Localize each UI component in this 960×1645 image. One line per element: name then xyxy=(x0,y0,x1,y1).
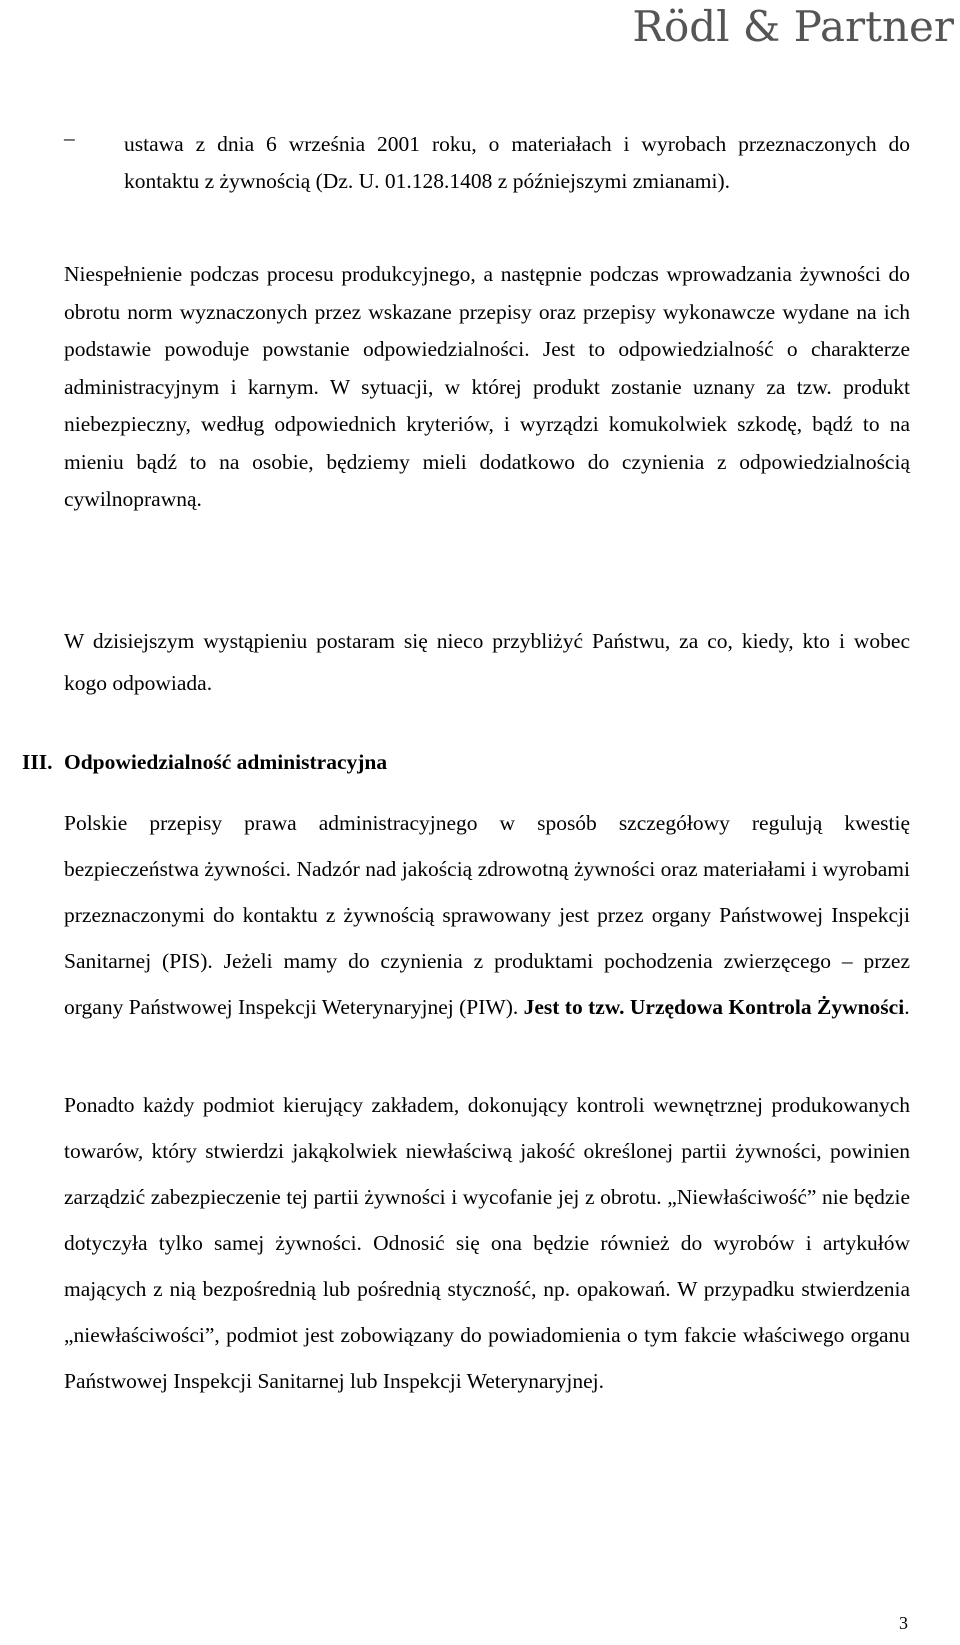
page-number: 3 xyxy=(899,1613,908,1633)
paragraph-text: Polskie przepisy prawa administracyjnego w sposób szczegółowy regulują kwestię bezpieczeństwa żywności. Nadzór nad jakością zdrowotną żywności oraz materiałami i wyrobami przeznaczonymi do kontaktu z żywnością sprawowany jest przez organy Państwowej Inspekcji Sanitarnej (PIS). Jeżeli mamy do czynienia z produktami pochodzenia zwierzęcego – przez organy Państwowej Inspekcji Weterynaryjnej (PIW). xyxy=(64,811,910,1019)
paragraph-bold-text: Jest to tzw. Urzędowa Kontrola Żywności xyxy=(523,995,905,1019)
list-item: ustawa z dnia 6 września 2001 roku, o materiałach i wyrobach przeznaczonych do kontaktu z żywnością (Dz. U. 01.128.1408 z późniejszymi zmianami). xyxy=(124,132,910,193)
paragraph-administrative-rules xyxy=(64,800,910,1030)
section-title: Odpowiedzialność administracyjna xyxy=(64,750,388,774)
paragraph-end: . xyxy=(904,995,910,1019)
company-logo: Rödl & Partner xyxy=(632,2,954,51)
paragraph-liability-intro: Niespełnienie podczas procesu produkcyjnego, a następnie podczas wprowadzania żywności do obrotu norm wyznaczonych przez wskazane przepisy oraz przepisy wykonawcze wydane na ich podstawie powoduje powstanie odpowiedzialności. Jest to odpowiedzialność o charakterze administracyjnym i karnym. W sytuacji, w której produkt zostanie uznany za tzw. produkt niebezpieczny, według odpowiednich kryteriów, i wyrządzi komukolwiek szkodę, bądź to na mieniu bądź to na osobie, będziemy mieli dodatkowo do czynienia z odpowiedzialnością cywilnoprawną. xyxy=(64,262,910,511)
paragraph-presentation-scope: W dzisiejszym wystąpieniu postaram się nieco przybliżyć Państwu, za co, kiedy, kto i wobec kogo odpowiada. xyxy=(64,629,910,695)
section-number: III. xyxy=(22,750,53,774)
list-marker: – xyxy=(64,126,75,150)
paragraph-internal-control: Ponadto każdy podmiot kierujący zakładem, dokonujący kontroli wewnętrznej produkowanych towarów, który stwierdzi jakąkolwiek niewłaściwą jakość określonej partii żywności, powinien zarządzić zabezpieczenie tej partii żywności i wycofanie jej z obrotu. „Niewłaściwość” nie będzie dotyczyła tylko samej żywności. Odnosić się ona będzie również do wyrobów i artykułów mających z nią bezpośrednią lub pośrednią styczność, np. opakowań. W przypadku stwierdzenia „niewłaściwości”, podmiot jest zobowiązany do powiadomienia o tym fakcie właściwego organu Państwowej Inspekcji Sanitarnej lub Inspekcji Weterynaryjnej. xyxy=(64,1093,910,1393)
